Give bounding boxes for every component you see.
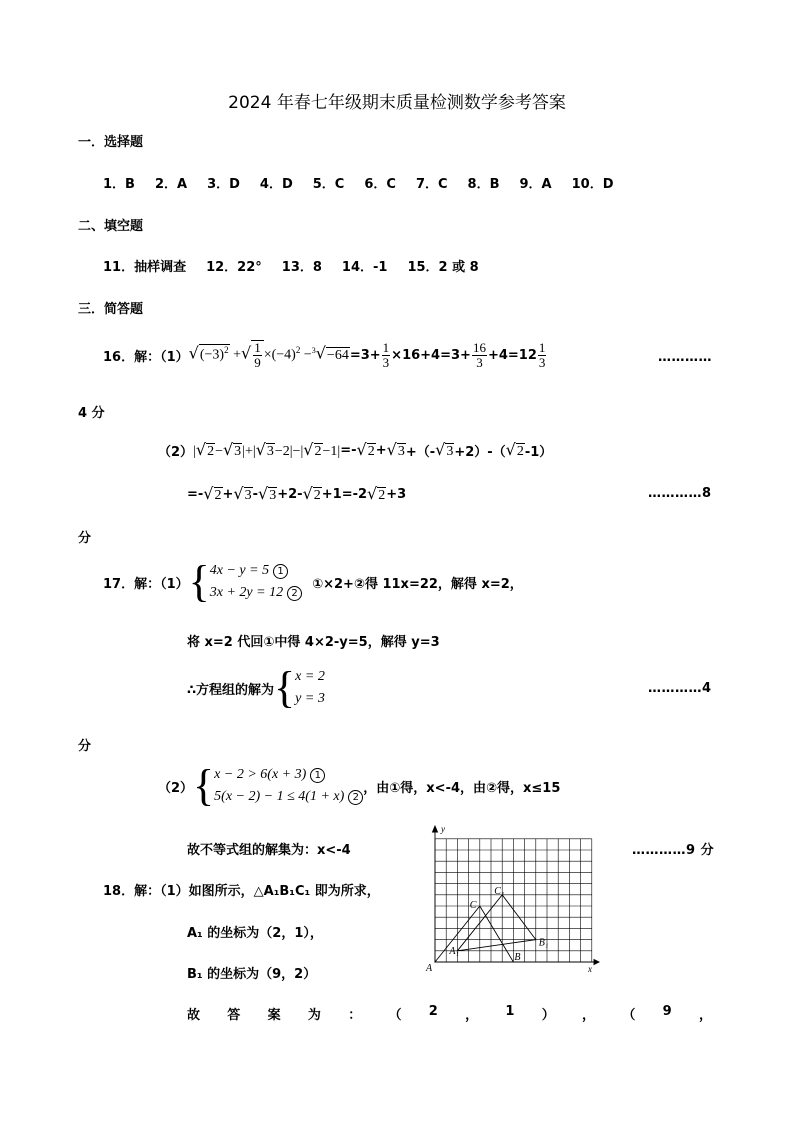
fill-answer: 15．2 或 8 — [407, 260, 479, 275]
q17-brace-1: { — [188, 557, 210, 606]
q17-conclusion-text: ∴方程组的解为 — [187, 682, 275, 698]
q17-step2: 将 x=2 代回①中得 4×2-y=5，解得 y=3 — [187, 635, 440, 650]
q17-ineq1: x − 2 > 6(x + 3) — [214, 767, 307, 782]
q17-step1: ①×2+②得 11x=22，解得 x=2， — [312, 576, 523, 592]
answer-char: 案 — [267, 1008, 281, 1023]
mcq-answer: 2．A — [154, 177, 188, 192]
x-axis-label: x — [588, 964, 592, 974]
circle-1-marker: 1 — [273, 564, 288, 579]
fill-answer: 13．8 — [281, 260, 322, 275]
q16-expr: $√(-3)^2$ +√ $\frac{1}{9}$ $\times(-4)^2 -^3√-64$ — [188, 340, 349, 370]
q17-brace-2: { — [274, 663, 296, 712]
q16-part2-line2: =- √2 + √3 - √3 +2- √2 +1=-2 √2 +3 — [187, 484, 407, 503]
q16-part2-rhs: =- — [340, 442, 357, 458]
answer-char: ， — [582, 1008, 596, 1023]
q16-part2-rhs-d: +2）-（ — [454, 444, 506, 460]
fill-answer: 14．-1 — [341, 260, 388, 275]
label-b: B — [514, 952, 521, 963]
section-1-heading: 一．选择题 — [78, 135, 144, 150]
q17-part1 — [103, 557, 523, 606]
q17-inequalities — [214, 764, 363, 808]
q18-b1: B₁ 的坐标为（9，2） — [187, 967, 317, 982]
q17-dots-2: …………9 分 — [632, 843, 715, 858]
q16-part2-expr: |√2−√3|+|√3−2|−|√2−1| — [193, 440, 341, 459]
coordinate-grid-figure — [418, 822, 603, 974]
q16-part2-label: （2） — [158, 444, 194, 460]
q16-part2-rhs-b: + — [375, 442, 387, 458]
q16-l3-c: - — [252, 486, 259, 502]
q16-l3-f: +3 — [386, 486, 407, 502]
q16-score-1: 4 分 — [78, 406, 105, 421]
mcq-answer: 7．C — [415, 177, 448, 192]
answer-char: 为 — [307, 1008, 321, 1023]
q16-dots-1: ………… — [658, 350, 712, 365]
q18-label: 18．解：（1）如图所示，△A₁B₁C₁ 即为所求， — [103, 884, 380, 899]
q16-part2: （2） |√2−√3|+|√3−2|−|√2−1| =- √2 + √3 +（- √3 +2）-（ √2 -1） — [158, 440, 553, 460]
q16-part1 — [103, 340, 547, 370]
q17-part2-conclusion: 故不等式组的解集为：x<-4 — [187, 843, 351, 858]
y-axis-label: y — [441, 824, 445, 834]
mcq-answer: 3．D — [207, 177, 240, 192]
label-c: C — [469, 900, 477, 911]
q16-frac-3: $\frac{1}{3}$ — [538, 339, 546, 370]
q16-frac-1: $\frac{1}{3}$ — [382, 339, 390, 370]
page-title: 2024 年春七年级期末质量检测数学参考答案 — [228, 93, 566, 113]
q16-eq-mid: ×16+4=3+ — [391, 347, 471, 363]
fill-answer: 12．22° — [206, 260, 262, 275]
fill-answer: 11．抽样调查 — [103, 260, 187, 275]
q16-frac-2: $\frac{16}{3}$ — [472, 339, 486, 370]
q16-l3-d: +2- — [277, 486, 303, 502]
q16-l3-b: + — [222, 486, 234, 502]
label-a1: A₁ — [449, 945, 459, 957]
q17-brace-3: { — [193, 761, 215, 810]
circle-2-marker: 2 — [348, 790, 363, 805]
q16-l3-a: =- — [187, 486, 204, 502]
section-3-heading: 三．简答题 — [78, 302, 144, 317]
q18-answer-line — [187, 1004, 712, 1023]
mcq-answer-row — [103, 173, 634, 192]
label-b1: B₁ — [538, 937, 549, 949]
q16-score-2: 分 — [78, 531, 92, 546]
label-a: A — [426, 963, 433, 974]
answer-char: 1 — [505, 1004, 515, 1019]
answer-char: ： — [348, 1008, 362, 1023]
section-2-heading: 二、填空题 — [78, 219, 144, 234]
mcq-answer: 6．C — [364, 177, 396, 192]
q17-eq1: 4x − y = 5 — [209, 563, 270, 578]
y-axis-arrow — [433, 826, 438, 832]
answer-char: ， — [698, 1008, 712, 1023]
q17-sol-y: y = 3 — [295, 691, 325, 706]
q16-dots-2: …………8 — [648, 486, 712, 501]
mcq-answer: 1．B — [103, 177, 135, 192]
fill-answer-row — [103, 256, 499, 275]
circle-2-marker: 2 — [287, 586, 302, 601]
q17-label: 17．解：（1） — [103, 576, 189, 592]
mcq-answer: 5．C — [312, 177, 345, 192]
mcq-answer: 4．D — [259, 177, 293, 192]
triangle-abc — [435, 906, 513, 962]
q17-part2-label: （2） — [158, 780, 194, 796]
answer-char: ） — [541, 1008, 555, 1023]
mcq-answer: 8．B — [467, 177, 500, 192]
q17-ineq2: 5(x − 2) − 1 ≤ 4(1 + x) — [214, 789, 345, 804]
q16-part2-rhs-c: +（- — [405, 444, 436, 460]
answer-char: （ — [388, 1008, 402, 1023]
q16-eq-start: =3+ — [349, 347, 381, 363]
answer-char: （ — [622, 1008, 636, 1023]
q17-solution — [295, 666, 325, 710]
q17-system-1 — [210, 560, 302, 604]
q17-sol-x: x = 2 — [295, 669, 325, 684]
answer-char: 答 — [227, 1008, 241, 1023]
q17-score-1: 分 — [78, 739, 92, 754]
q16-part2-rhs-e: -1） — [524, 444, 553, 460]
q17-part2-text: ，由①得，x<-4，由②得，x≤15 — [363, 780, 561, 796]
answer-char: 2 — [428, 1004, 438, 1019]
q18-a1: A₁ 的坐标为（2，1）， — [187, 926, 323, 941]
q17-dots-1: …………4 — [648, 681, 712, 696]
answer-char: ， — [465, 1008, 479, 1023]
mcq-answer: 10．D — [571, 177, 614, 192]
q16-l3-e: +1=-2 — [321, 486, 368, 502]
mcq-answer: 9．A — [519, 177, 552, 192]
x-axis-arrow — [594, 960, 599, 965]
circle-1-marker: 1 — [310, 768, 325, 783]
grid-lines — [435, 839, 592, 962]
q17-part2 — [158, 761, 561, 810]
answer-char: 9 — [662, 1004, 672, 1019]
q16-eq-end: +4=12 — [487, 347, 537, 363]
label-c1: C₁ — [494, 885, 505, 897]
q17-conclusion — [187, 663, 325, 712]
q17-eq2: 3x + 2y = 12 — [209, 585, 284, 600]
answer-char: 故 — [187, 1008, 201, 1023]
q16-label: 16．解：（1） — [103, 349, 189, 365]
